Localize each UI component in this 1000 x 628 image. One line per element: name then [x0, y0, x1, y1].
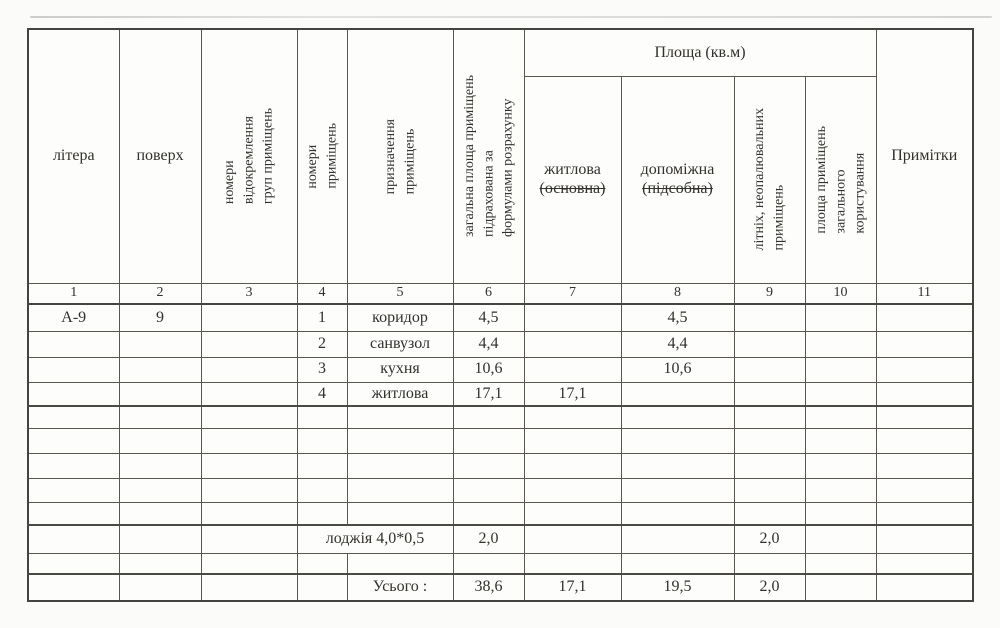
- empty-cell: [805, 553, 876, 574]
- empty-cell: [201, 357, 297, 382]
- header-floor: поверх: [119, 29, 201, 283]
- empty-cell: [524, 357, 621, 382]
- empty-cell: [28, 382, 119, 406]
- empty-cell: [453, 406, 524, 428]
- empty-cell: [876, 574, 973, 601]
- empty-cell: [524, 428, 621, 453]
- empty-cell: [621, 478, 734, 502]
- empty-cell: [621, 453, 734, 478]
- empty-cell: [524, 478, 621, 502]
- empty-cell: [28, 525, 119, 553]
- table-row: [28, 331, 973, 357]
- column-number: 9: [734, 283, 805, 304]
- empty-cell: [347, 428, 453, 453]
- empty-cell: [297, 428, 347, 453]
- empty-cell: [453, 553, 524, 574]
- header-living-area: [524, 76, 621, 283]
- empty-cell: [28, 406, 119, 428]
- caption-line: номери: [222, 160, 238, 205]
- empty-cell: [28, 553, 119, 574]
- cell-total: 4,5: [453, 304, 524, 331]
- empty-cell: [876, 502, 973, 525]
- empty-cell: [201, 304, 297, 331]
- empty-cell: [876, 382, 973, 406]
- empty-cell: [876, 478, 973, 502]
- column-number: 3: [201, 283, 297, 304]
- table-row: [28, 304, 973, 331]
- empty-cell: [524, 553, 621, 574]
- empty-cell: [119, 502, 201, 525]
- scan-artifact-line: [30, 16, 992, 18]
- empty-cell: [453, 478, 524, 502]
- empty-cell: [734, 382, 805, 406]
- empty-cell: [453, 502, 524, 525]
- cell-total: 2,0: [453, 525, 524, 553]
- table-row-totals: [28, 574, 973, 601]
- empty-cell: [734, 428, 805, 453]
- empty-cell: [297, 478, 347, 502]
- cell-room-no: 3: [297, 357, 347, 382]
- subheader-text: житлова: [544, 161, 601, 179]
- empty-cell: [876, 406, 973, 428]
- caption-line: приміщень: [402, 128, 417, 194]
- empty-cell: [201, 553, 297, 574]
- table-row: [28, 406, 973, 428]
- rotated-caption: [220, 108, 278, 204]
- caption-line: площа приміщень: [813, 125, 829, 234]
- empty-cell: [119, 453, 201, 478]
- empty-cell: [201, 453, 297, 478]
- empty-cell: [524, 331, 621, 357]
- empty-cell: [805, 304, 876, 331]
- empty-cell: [876, 525, 973, 553]
- empty-cell: [119, 553, 201, 574]
- cell-auxiliary: 10,6: [621, 357, 734, 382]
- column-number: 6: [453, 283, 524, 304]
- caption-line: підрахована за: [480, 150, 496, 238]
- caption-line: груп приміщень: [260, 108, 276, 205]
- empty-cell: [876, 553, 973, 574]
- empty-cell: [119, 406, 201, 428]
- header-total-area: [453, 29, 524, 283]
- cell-summer: 2,0: [734, 574, 805, 601]
- cell-total: 4,4: [453, 331, 524, 357]
- header-letter: літера: [28, 29, 119, 283]
- empty-cell: [201, 478, 297, 502]
- empty-cell: [621, 428, 734, 453]
- empty-cell: [876, 331, 973, 357]
- empty-cell: [347, 478, 453, 502]
- empty-cell: [805, 382, 876, 406]
- cell-room-no: 4: [297, 382, 347, 406]
- empty-cell: [28, 574, 119, 601]
- column-numbers-row: [28, 283, 973, 304]
- empty-cell: [119, 525, 201, 553]
- table-row: [28, 478, 973, 502]
- empty-cell: [297, 406, 347, 428]
- header-auxiliary-area: [621, 76, 734, 283]
- cell-letter: А-9: [28, 304, 119, 331]
- cell-loggia-label: лоджія 4,0*0,5: [297, 525, 453, 553]
- empty-cell: [453, 428, 524, 453]
- empty-cell: [524, 525, 621, 553]
- cell-totals-label: Усього :: [347, 574, 453, 601]
- cell-room-no: 1: [297, 304, 347, 331]
- caption-line: призначення: [382, 118, 398, 194]
- empty-cell: [28, 428, 119, 453]
- empty-cell: [734, 502, 805, 525]
- rotated-caption: [812, 126, 870, 234]
- cell-room-no: 2: [297, 331, 347, 357]
- table-row: [28, 553, 973, 574]
- empty-cell: [876, 357, 973, 382]
- empty-cell: [297, 502, 347, 525]
- empty-cell: [28, 502, 119, 525]
- cell-purpose: коридор: [347, 304, 453, 331]
- empty-cell: [201, 331, 297, 357]
- caption-line: загального: [832, 169, 848, 234]
- rotated-caption: [460, 75, 518, 237]
- subheader-text: допоміжна: [640, 161, 715, 179]
- column-number: 2: [119, 283, 201, 304]
- empty-cell: [119, 382, 201, 406]
- empty-cell: [201, 406, 297, 428]
- empty-cell: [805, 574, 876, 601]
- empty-cell: [805, 502, 876, 525]
- empty-cell: [805, 357, 876, 382]
- cell-purpose: санвузол: [347, 331, 453, 357]
- caption-line: номери: [304, 145, 320, 190]
- header-notes: Примітки: [876, 29, 973, 283]
- empty-cell: [734, 406, 805, 428]
- empty-cell: [524, 304, 621, 331]
- header-common-use: [805, 76, 876, 283]
- empty-cell: [621, 553, 734, 574]
- cell-floor: 9: [119, 304, 201, 331]
- column-number: 10: [805, 283, 876, 304]
- empty-cell: [524, 406, 621, 428]
- empty-cell: [876, 304, 973, 331]
- empty-cell: [201, 574, 297, 601]
- subheader-struck-text: (підсобна): [642, 179, 713, 197]
- rotated-caption: [381, 119, 420, 194]
- empty-cell: [28, 453, 119, 478]
- caption-line: літніх, неопалювальних: [752, 108, 768, 251]
- empty-cell: [453, 453, 524, 478]
- table-row: [28, 382, 973, 406]
- empty-cell: [119, 331, 201, 357]
- empty-cell: [297, 453, 347, 478]
- cell-purpose: кухня: [347, 357, 453, 382]
- cell-auxiliary: 19,5: [621, 574, 734, 601]
- caption-line: загальна площа приміщень: [461, 75, 477, 238]
- table-row: [28, 502, 973, 525]
- table-row-loggia: [28, 525, 973, 553]
- table-row: [28, 453, 973, 478]
- empty-cell: [119, 574, 201, 601]
- cell-total: 38,6: [453, 574, 524, 601]
- header-row-top: [28, 29, 973, 76]
- empty-cell: [621, 502, 734, 525]
- empty-cell: [621, 382, 734, 406]
- empty-cell: [805, 331, 876, 357]
- caption-line: формулами розрахунку: [500, 98, 516, 238]
- column-number: 7: [524, 283, 621, 304]
- empty-cell: [28, 357, 119, 382]
- rotated-caption: [750, 108, 789, 250]
- empty-cell: [201, 428, 297, 453]
- empty-cell: [201, 502, 297, 525]
- column-number: 11: [876, 283, 973, 304]
- cell-auxiliary: 4,4: [621, 331, 734, 357]
- cell-living: 17,1: [524, 382, 621, 406]
- empty-cell: [734, 357, 805, 382]
- empty-cell: [28, 478, 119, 502]
- empty-cell: [876, 453, 973, 478]
- empty-cell: [805, 428, 876, 453]
- empty-cell: [201, 382, 297, 406]
- caption-line: користування: [852, 152, 868, 234]
- empty-cell: [734, 553, 805, 574]
- caption-line: приміщень: [771, 185, 787, 251]
- empty-cell: [805, 478, 876, 502]
- empty-cell: [734, 478, 805, 502]
- header-summer-rooms: [734, 76, 805, 283]
- column-number: 8: [621, 283, 734, 304]
- header-room-numbers: [297, 29, 347, 283]
- empty-cell: [28, 331, 119, 357]
- header-area-group: Площа (кв.м): [524, 29, 876, 76]
- empty-cell: [119, 478, 201, 502]
- empty-cell: [119, 428, 201, 453]
- header-group-numbers: [201, 29, 297, 283]
- empty-cell: [734, 304, 805, 331]
- empty-cell: [805, 453, 876, 478]
- empty-cell: [805, 525, 876, 553]
- column-number: 4: [297, 283, 347, 304]
- apartment-area-table: [27, 28, 974, 602]
- empty-cell: [621, 525, 734, 553]
- cell-living: 17,1: [524, 574, 621, 601]
- cell-auxiliary: 4,5: [621, 304, 734, 331]
- empty-cell: [119, 357, 201, 382]
- header-purpose: [347, 29, 453, 283]
- caption-line: відокремлення: [241, 116, 257, 205]
- empty-cell: [524, 502, 621, 525]
- empty-cell: [524, 453, 621, 478]
- subheader-struck-text: (основна): [539, 179, 606, 197]
- empty-cell: [734, 453, 805, 478]
- empty-cell: [347, 406, 453, 428]
- table-row: [28, 357, 973, 382]
- empty-cell: [347, 453, 453, 478]
- column-number: 5: [347, 283, 453, 304]
- column-number: 1: [28, 283, 119, 304]
- empty-cell: [734, 331, 805, 357]
- cell-purpose: житлова: [347, 382, 453, 406]
- empty-cell: [201, 525, 297, 553]
- empty-cell: [297, 553, 347, 574]
- empty-cell: [876, 428, 973, 453]
- cell-total: 17,1: [453, 382, 524, 406]
- empty-cell: [621, 406, 734, 428]
- caption-line: приміщень: [324, 123, 339, 190]
- empty-cell: [347, 553, 453, 574]
- table-row: [28, 428, 973, 453]
- cell-total: 10,6: [453, 357, 524, 382]
- empty-cell: [347, 502, 453, 525]
- cell-summer: 2,0: [734, 525, 805, 553]
- rotated-caption: [303, 123, 342, 189]
- empty-cell: [805, 406, 876, 428]
- empty-cell: [297, 574, 347, 601]
